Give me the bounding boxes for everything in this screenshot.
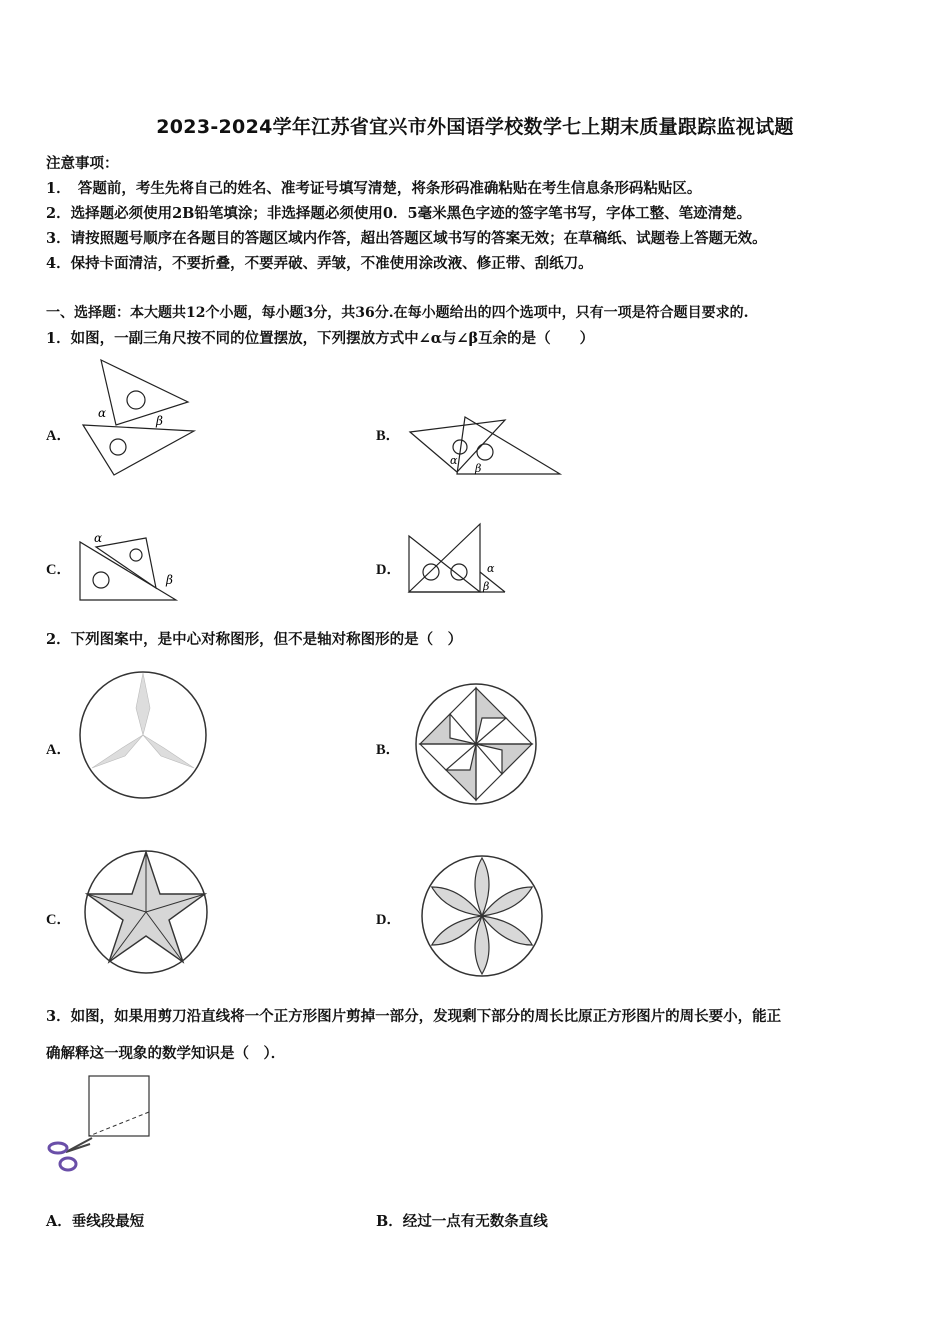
q2-figure-c [80,848,212,976]
q1-d-beta: β [483,580,490,593]
q2-figure-a [76,668,211,803]
q2-figure-d [418,852,546,980]
q1-option-a-label[interactable]: A． [46,428,71,444]
q1-d-alpha: α [487,562,495,575]
q3-option-b[interactable]: B．经过一点有无数条直线 [376,1213,548,1230]
q1-b-alpha: α [450,454,458,467]
q1-figure-b [405,412,565,482]
q3-stem-line1: 3．如图，如果用剪刀沿直线将一个正方形图片剪掉一部分，发现剩下部分的周长比原正方形图片的周长要小，能正 [46,1008,782,1025]
q1-c-beta: β [166,573,173,587]
q1-b-beta: β [475,462,482,475]
q2-figure-b [412,680,540,808]
q1-stem: 1．如图，一副三角尺按不同的位置摆放，下列摆放方式中∠α与∠β互余的是（ ） [46,330,595,347]
q1-figure-c [76,530,186,605]
q1-figure-a [76,355,201,480]
q1-a-beta: β [156,414,163,428]
q3-stem-line2: 确解释这一现象的数学知识是（ ）． [46,1045,286,1062]
page-title: 2023-2024学年江苏省宜兴市外国语学校数学七上期末质量跟踪监视试题 [156,116,794,138]
q1-option-d-label[interactable]: D． [376,562,401,578]
q1-option-c-label[interactable]: C． [46,562,71,578]
q3-option-a[interactable]: A．垂线段最短 [46,1213,145,1230]
q1-figure-d [405,520,515,598]
q2-option-b-label[interactable]: B． [376,742,401,758]
q3-figure-scissors [44,1072,156,1178]
q2-option-d-label[interactable]: D． [376,912,401,928]
q2-stem: 2．下列图案中，是中心对称图形，但不是轴对称图形的是（ ） [46,631,463,648]
q1-c-alpha: α [94,531,103,545]
q2-option-a-label[interactable]: A． [46,742,71,758]
notice-heading: 注意事项： [46,155,119,172]
q1-option-b-label[interactable]: B． [376,428,401,444]
q1-a-alpha: α [98,406,107,420]
notice-item-1: 1． 答题前，考生先将自己的姓名、准考证号填写清楚，将条形码准确粘贴在考生信息条形码粘贴区。 [46,180,702,197]
notice-item-3: 3．请按照题号顺序在各题目的答题区域内作答，超出答题区域书写的答案无效；在草稿纸、试题卷上答题无效。 [46,230,767,247]
notice-item-4: 4．保持卡面清洁，不要折叠，不要弄破、弄皱，不准使用涂改液、修正带、刮纸刀。 [46,255,593,272]
q2-option-c-label[interactable]: C． [46,912,71,928]
scissors-icon [49,1138,92,1170]
section-heading: 一、选择题：本大题共12个小题，每小题3分，共36分.在每小题给出的四个选项中，只有一项是符合题目要求的. [46,305,749,321]
notice-item-2: 2．选择题必须使用2B铅笔填涂；非选择题必须使用0．5毫米黑色字迹的签字笔书写，字体工整、笔迹清楚。 [46,205,752,222]
